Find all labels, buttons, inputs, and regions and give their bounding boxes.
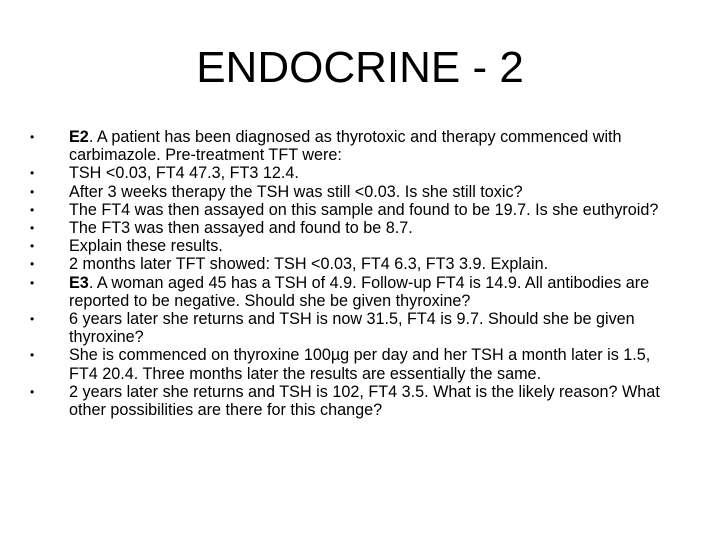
bullet-icon: • — [30, 384, 35, 399]
bullet-text: Explain these results. — [69, 237, 223, 256]
bullet-icon: • — [30, 312, 35, 327]
bullet-item — [30, 310, 680, 346]
bullet-item — [30, 274, 680, 310]
bullet-text: 2 years later she returns and TSH is 102, FT4 3.5. What is the likely reason? What other possibilities are there for this change? — [69, 382, 660, 420]
bullet-text: . A patient has been diagnosed as thyrotoxic and therapy commenced with carbimazole. Pre-treatment TFT were: — [69, 128, 622, 165]
bullet-icon: • — [30, 184, 35, 199]
bullet-icon: • — [30, 257, 35, 272]
bullet-text: . A woman aged 45 has a TSH of 4.9. Follow-up FT4 is 14.9. All antibodies are reported to be negative. Should she be given thyroxine? — [69, 273, 650, 310]
bullet-text: TSH <0.03, FT4 47.3, FT3 12.4. — [69, 164, 299, 183]
bullet-icon: • — [30, 202, 35, 217]
bullet-text: 6 years later she returns and TSH is now 31.5, FT4 is 9.7. Should she be given thyroxine? — [69, 310, 635, 347]
bullet-text: 2 months later TFT showed: TSH <0.03, FT4 6.3, FT3 3.9. Explain. — [69, 255, 549, 274]
bullet-text: The FT3 was then assayed and found to be 8.7. — [69, 219, 413, 238]
bullet-text: After 3 weeks therapy the TSH was still <0.03. Is she still toxic? — [69, 182, 523, 201]
bullet-list — [30, 128, 680, 419]
bullet-icon: • — [30, 221, 35, 236]
slide-title: ENDOCRINE - 2 — [196, 43, 524, 92]
bullet-text: The FT4 was then assayed on this sample and found to be 19.7. Is she euthyroid? — [69, 200, 659, 219]
bullet-item — [30, 128, 680, 164]
bullet-item — [30, 255, 680, 273]
bullet-icon: • — [30, 166, 35, 181]
bullet-text: She is commenced on thyroxine 100µg per day and her TSH a month later is 1.5, FT4 20.4. Three months later the results are essentially the same. — [69, 346, 651, 383]
bullet-icon: • — [30, 275, 35, 290]
bullet-item — [30, 183, 680, 201]
bullet-item — [30, 346, 680, 382]
bullet-item — [30, 164, 680, 182]
bullet-icon: • — [30, 130, 35, 144]
case-label: E3 — [69, 273, 89, 292]
bullet-icon: • — [30, 348, 35, 363]
bullet-item — [30, 219, 680, 237]
bullet-icon: • — [30, 239, 35, 254]
bullet-item — [30, 237, 680, 255]
bullet-item — [30, 201, 680, 219]
case-label: E2 — [69, 128, 89, 146]
bullet-item — [30, 383, 680, 419]
